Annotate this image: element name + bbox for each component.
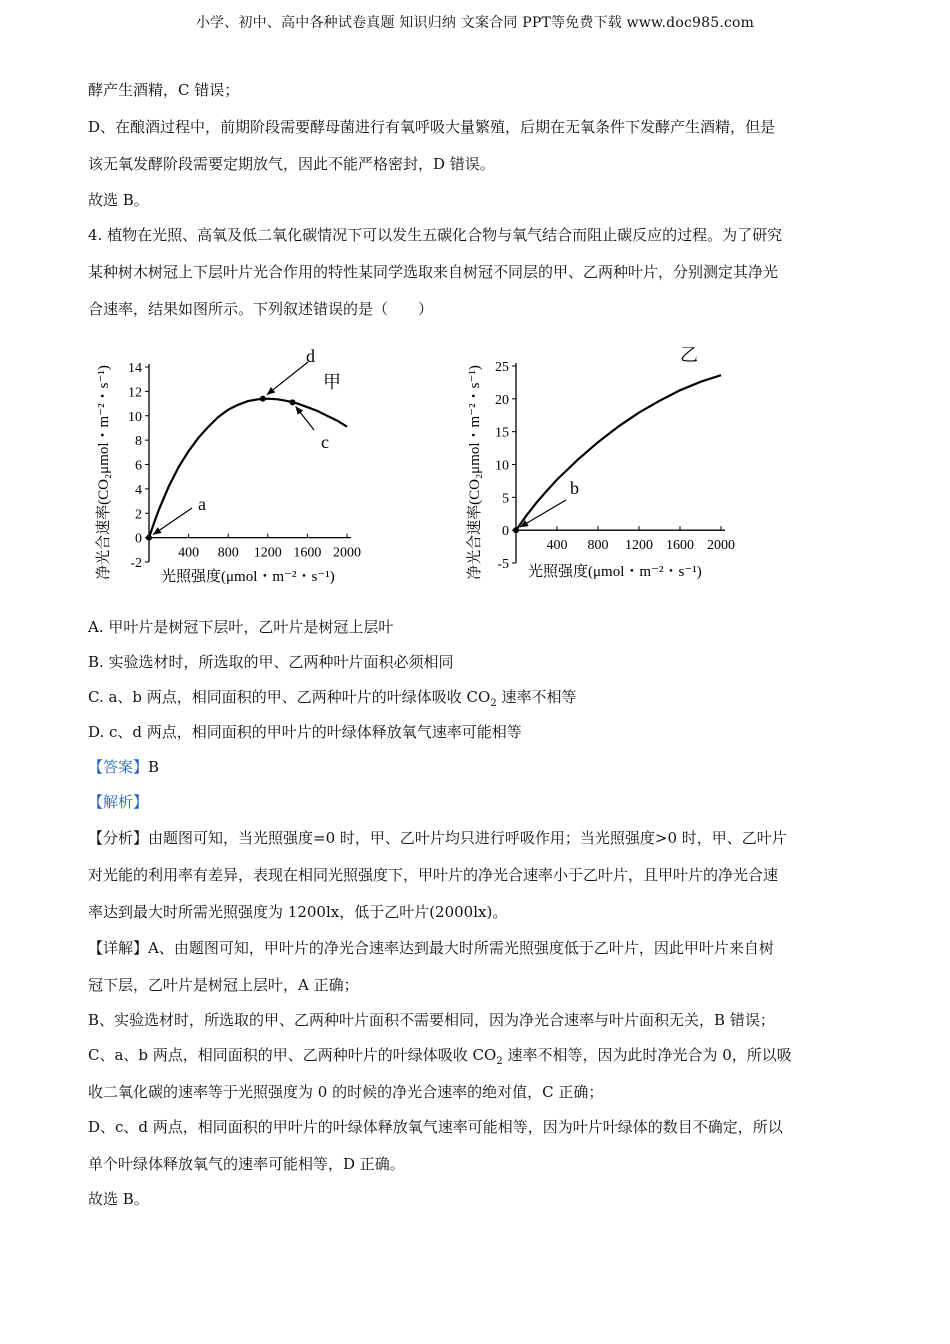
point-label-c: c — [321, 432, 329, 452]
xiangjie-line: 收二氧化碳的速率等于光照强度为 0 的时候的净光合速率的绝对值，C 正确； — [88, 1083, 604, 1101]
x-tick-label: 800 — [217, 545, 239, 561]
point-label-a: a — [198, 494, 206, 514]
option-b: B. 实验选材时，所选取的甲、乙两种叶片面积必须相同 — [88, 653, 454, 671]
arrow-head — [267, 387, 275, 395]
series-line — [516, 375, 721, 530]
y-tick-label: 25 — [495, 360, 509, 375]
fenxi-line: 对光能的利用率有差异，表现在相同光照强度下，甲叶片的净光合速率小于乙叶片，且甲叶片的净光合速 — [88, 866, 779, 884]
point-b — [513, 527, 519, 533]
xiangjie-line: 【详解】A、由题图可知，甲叶片的净光合速率达到最大时所需光照强度低于乙叶片，因此甲叶片来自树 — [88, 939, 774, 957]
answer-value: B — [148, 758, 160, 776]
y-tick-label: 20 — [495, 392, 509, 408]
xiangjie-line: 故选 B。 — [88, 1190, 149, 1208]
xiangjie-line: B、实验选材时，所选取的甲、乙两种叶片面积不需要相同，因为净光合速率与叶片面积无关，B 错误； — [88, 1011, 775, 1029]
x-tick-label: 400 — [546, 538, 568, 554]
option-d: D. c、d 两点，相同面积的甲叶片的叶绿体释放氧气速率可能相等 — [88, 723, 522, 741]
x-tick-label: 2000 — [333, 545, 361, 561]
arrow-head — [153, 527, 162, 534]
analysis-tag: 【解析】 — [88, 793, 149, 811]
point-label-b: b — [570, 478, 579, 498]
chart-jia — [88, 340, 388, 595]
x-tick-label: 800 — [587, 538, 609, 554]
text-line: 故选 B。 — [88, 191, 149, 209]
y-tick-label: -5 — [497, 557, 509, 572]
point-d — [260, 396, 266, 402]
arrow-head — [296, 406, 304, 414]
y-tick-label: 14 — [128, 361, 142, 376]
x-tick-label: 2000 — [707, 538, 735, 554]
y-tick-label: 12 — [128, 385, 142, 401]
chart-yi — [460, 338, 760, 593]
y-tick-label: -2 — [130, 556, 142, 571]
fenxi-line: 【分析】由题图可知，当光照强度=0 时，甲、乙叶片均只进行呼吸作用；当光照强度>0 时，甲、乙叶片 — [88, 829, 787, 847]
page-header: 小学、初中、高中各种试卷真题 知识归纳 文案合同 PPT等免费下载 www.doc985.com — [195, 15, 755, 31]
text-line: D、在酿酒过程中，前期阶段需要酵母菌进行有氧呼吸大量繁殖，后期在无氧条件下发酵产生酒精，但是 — [88, 118, 776, 136]
fenxi-tag: 【分析】 — [88, 829, 149, 847]
y-tick-label: 5 — [502, 491, 509, 507]
y-tick-label: 10 — [495, 458, 509, 474]
y-tick-label: 6 — [135, 458, 142, 474]
y-tick-label: 8 — [135, 434, 142, 450]
option-c: C. a、b 两点，相同面积的甲、乙两种叶片的叶绿体吸收 $CO_2$ 速率不相等 — [88, 688, 577, 709]
option-a: A. 甲叶片是树冠下层叶，乙叶片是树冠上层叶 — [88, 618, 394, 636]
y-tick-label: 0 — [135, 531, 142, 547]
answer — [88, 757, 868, 777]
question-4-line: 某种树木树冠上下层叶片光合作用的特性某同学选取来自树冠不同层的甲、乙两种叶片，分别测定其净光 — [88, 263, 779, 281]
xiangjie-line: C、a、b 两点，相同面积的甲、乙两种叶片的叶绿体吸收 $CO_2$ 速率不相等，因为此时净光合为 0，所以吸 — [88, 1046, 792, 1067]
fenxi-line: 率达到最大时所需光照强度为 1200lx，低于乙叶片(2000lx)。 — [88, 903, 508, 921]
y-tick-label: 15 — [495, 425, 509, 441]
y-tick-label: 0 — [502, 524, 509, 540]
x-tick-label: 1200 — [253, 545, 282, 561]
y-axis-label: 净光合速率(CO₂μmol・m⁻²・s⁻¹) — [467, 365, 483, 580]
point-a — [146, 535, 152, 541]
y-tick-label: 4 — [135, 482, 142, 498]
point-label-d: d — [306, 346, 315, 366]
point-c — [290, 399, 296, 405]
answer-tag: 【答案】 — [88, 758, 149, 776]
xiangjie-line: D、c、d 两点，相同面积的甲叶片的叶绿体释放氧气速率可能相等，因为叶片叶绿体的数目不确定，所以 — [88, 1118, 783, 1136]
x-tick-label: 1200 — [625, 538, 653, 554]
x-tick-label: 1600 — [293, 545, 322, 561]
x-tick-label: 400 — [178, 545, 200, 561]
y-tick-label: 10 — [128, 409, 142, 425]
chart-title: 甲 — [323, 372, 341, 392]
text-line: 该无氧发酵阶段需要定期放气，因此不能严格密封，D 错误。 — [88, 155, 495, 173]
question-4-line: 合速率，结果如图所示。下列叙述错误的是（ ） — [88, 300, 434, 318]
chart-title: 乙 — [680, 345, 698, 365]
x-tick-label: 1600 — [666, 538, 694, 554]
xiangjie-tag: 【详解】 — [88, 939, 149, 957]
question-4-line: 4. 植物在光照、高氧及低二氧化碳情况下可以发生五碳化合物与氧气结合而阻止碳反应的过程。为了研究 — [88, 226, 783, 244]
xiangjie-line: 冠下层，乙叶片是树冠上层叶，A 正确； — [88, 976, 359, 994]
y-axis-label: 净光合速率(CO₂μmol・m⁻²・s⁻¹) — [96, 365, 112, 580]
x-axis-label: 光照强度(μmol・m⁻²・s⁻¹) — [528, 564, 702, 580]
x-axis-label: 光照强度(μmol・m⁻²・s⁻¹) — [161, 569, 335, 585]
xiangjie-line: 单个叶绿体释放氧气的速率可能相等，D 正确。 — [88, 1155, 405, 1173]
text-line: 酵产生酒精，C 错误； — [88, 81, 240, 99]
y-tick-label: 2 — [135, 507, 142, 523]
